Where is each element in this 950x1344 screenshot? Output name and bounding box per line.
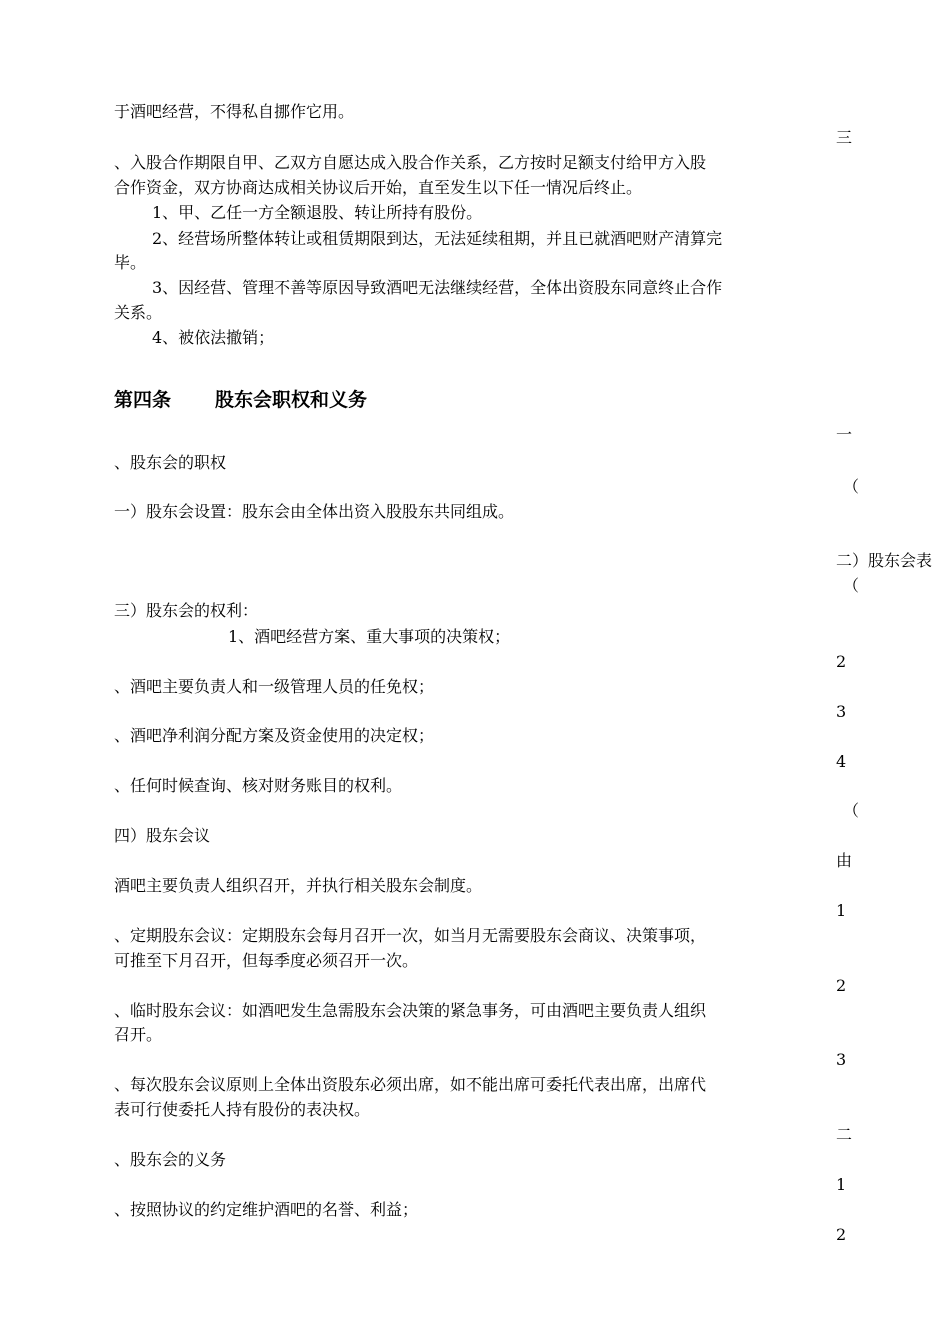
text-line: 、任何时候查询、核对财务账目的权利。 (114, 776, 403, 795)
text-line: 、股东会的义务 (114, 1150, 227, 1169)
margin-text: 由 (836, 851, 853, 870)
margin-numeral: 3 (836, 702, 847, 721)
text-line: 于酒吧经营，不得私自挪作它用。 (114, 102, 355, 121)
list-item: 1、甲、乙任一方全额退股、转让所持有股份。 (152, 203, 483, 222)
list-item: 3、因经营、管理不善等原因导致酒吧无法继续经营，全体出资股东同意终止合作 (152, 278, 723, 297)
text-line: 、临时股东会议：如酒吧发生急需股东会决策的紧急事务，可由酒吧主要负责人组织 (114, 1001, 707, 1020)
text-line: 合作资金，双方协商达成相关协议后开始，直至发生以下任一情况后终止。 (114, 178, 643, 197)
text-line: 可推至下月召开，但每季度必须召开一次。 (114, 951, 419, 970)
text-line: 表可行使委托人持有股份的表决权。 (114, 1100, 371, 1119)
text-line: 、每次股东会议原则上全体出资股东必须出席，如不能出席可委托代表出席，出席代 (114, 1075, 707, 1094)
margin-numeral: （ (843, 576, 860, 595)
margin-numeral: 2 (836, 976, 847, 995)
text-line: 、股东会的职权 (114, 453, 227, 472)
text-line: 一）股东会设置：股东会由全体出资入股股东共同组成。 (114, 502, 515, 521)
margin-numeral: 1 (836, 901, 847, 920)
section-heading (114, 388, 367, 412)
margin-numeral: 二 (836, 1125, 853, 1144)
margin-numeral: 4 (836, 752, 847, 771)
text-line: 、按照协议的约定维护酒吧的名誉、利益； (114, 1200, 419, 1219)
margin-numeral: 2 (836, 652, 847, 671)
margin-numeral: 2 (836, 1225, 847, 1244)
list-item: 4、被依法撤销； (152, 328, 275, 347)
margin-text: 二）股东会表 (836, 551, 933, 570)
margin-numeral: （ (843, 801, 860, 820)
margin-numeral: （ (843, 477, 860, 496)
margin-numeral: 1 (836, 1175, 847, 1194)
text-line: 、酒吧主要负责人和一级管理人员的任免权； (114, 677, 435, 696)
article-number: 第四条 (114, 389, 172, 411)
margin-numeral: 一 (836, 425, 853, 444)
margin-numeral: 三 (836, 128, 853, 147)
article-title: 股东会职权和义务 (215, 389, 368, 411)
text-line: 酒吧主要负责人组织召开，并执行相关股东会制度。 (114, 876, 483, 895)
list-item: 2、经营场所整体转让或租赁期限到达，无法延续租期，并且已就酒吧财产清算完 (152, 229, 723, 248)
text-line: 毕。 (114, 253, 147, 272)
text-line: 关系。 (114, 303, 163, 322)
text-line: 、入股合作期限自甲、乙双方自愿达成入股合作关系，乙方按时足额支付给甲方入股 (114, 153, 707, 172)
text-line: 三）股东会的权利： (114, 601, 259, 620)
text-line: 召开。 (114, 1025, 163, 1044)
list-item: 1、酒吧经营方案、重大事项的决策权； (228, 627, 511, 646)
text-line: 、酒吧净利润分配方案及资金使用的决定权； (114, 726, 435, 745)
text-line: 、定期股东会议：定期股东会每月召开一次，如当月无需要股东会商议、决策事项， (114, 926, 707, 945)
margin-numeral: 3 (836, 1050, 847, 1069)
text-line: 四）股东会议 (114, 826, 211, 845)
